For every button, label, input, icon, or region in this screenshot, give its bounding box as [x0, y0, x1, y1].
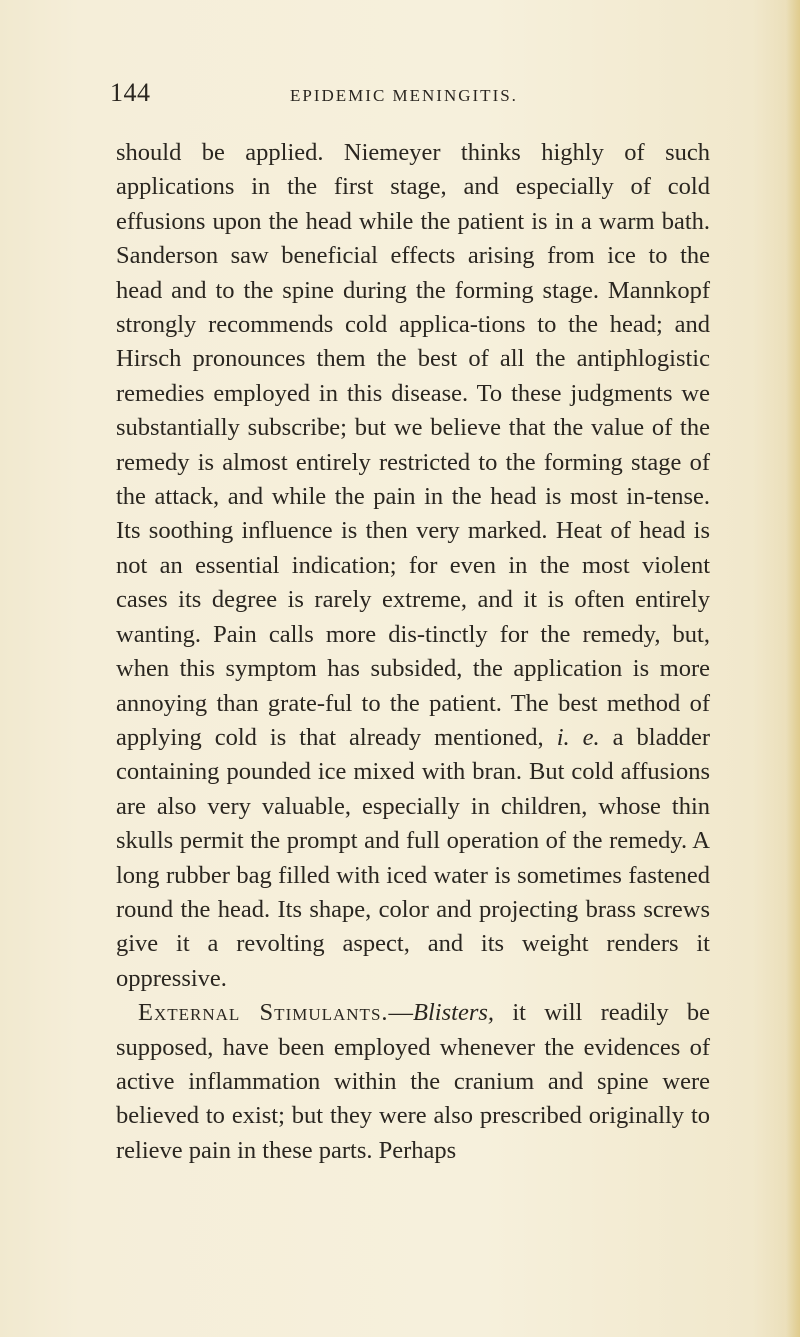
page-header — [110, 78, 710, 114]
italic-term: Blisters, — [413, 999, 495, 1027]
body-text — [116, 136, 710, 1168]
page-edge-shadow — [786, 0, 800, 1337]
ie-abbreviation: i. e. — [556, 723, 600, 751]
paragraph-text: should be applied. Niemeyer thinks highly of such applications in the first stage, and especially of cold effusions upon the head while the patient is in a warm bath. Sanderson saw beneficial effects arising from ice to the head and to the spine during the forming stage. Mannkopf strongly recommends cold applica-tions to the head; and Hirsch pronounces them the best of all the antiphlogistic remedies employed in this disease. To these judgments we substantially subscribe; but we believe that the value of the remedy is almost entirely restricted to the forming stage of the attack, and while the pain in the head is most in-tense. Its soothing influence is then very marked. Heat of head is not an essential indication; for even in the most violent cases its degree is rarely extreme, and it is often entirely wanting. Pain calls more dis-tinctly for the remedy, but, when this symptom has subsided, the application is more annoying than grate-ful to the patient. The best method of applying cold is that already mentioned, — [116, 139, 710, 751]
running-head: EPIDEMIC MENINGITIS. — [290, 86, 518, 105]
paragraph-text-continued: a bladder containing pounded ice mixed with bran. But cold affusions are also very valuable, especially in children, whose thin skulls permit the prompt and full operation of the remedy. A long rubber bag filled with iced water is sometimes fastened round the head. Its shape, color and projecting brass screws give it a revolting aspect, and its weight renders it oppressive. — [116, 723, 711, 992]
paragraph-cold-applications — [116, 136, 710, 996]
em-dash: — — [388, 999, 414, 1027]
paragraph-external-stimulants — [116, 996, 710, 1168]
page-number: 144 — [110, 78, 151, 107]
section-heading: External Stimulants. — [138, 999, 389, 1027]
paragraph-text: it will readily be supposed, have been employed whenever the evidences of active inflammation within the cranium and spine were believed to exist; but they were also prescribed originally to relieve pain in these parts. Perhaps — [116, 999, 711, 1164]
